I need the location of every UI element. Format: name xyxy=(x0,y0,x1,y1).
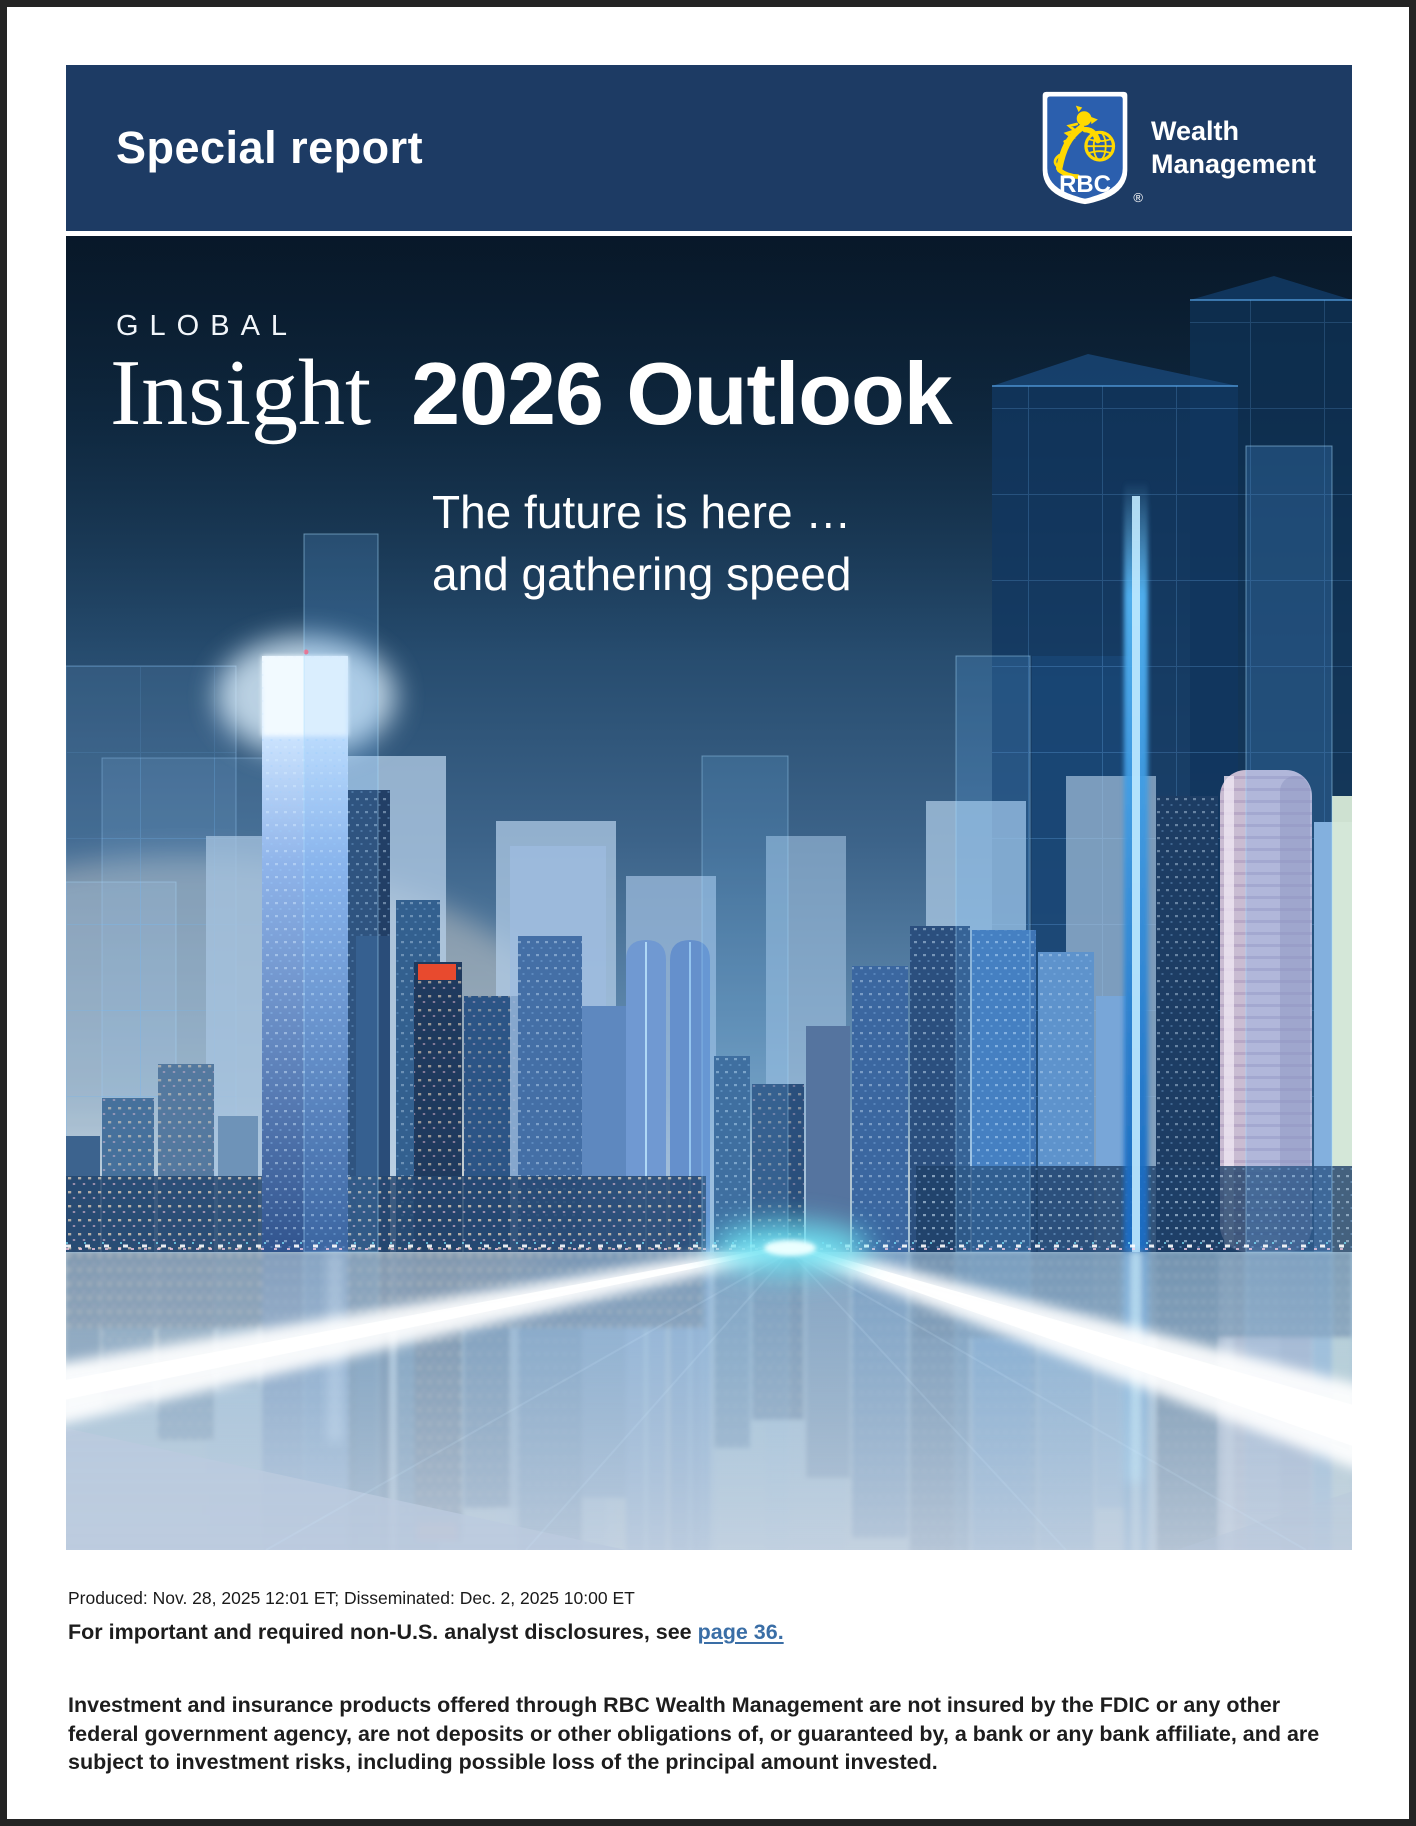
brand-unit-name: Wealth Management xyxy=(1150,116,1316,179)
disclosure-note xyxy=(68,1620,784,1645)
header-bar xyxy=(66,65,1352,231)
registered-mark: ® xyxy=(1133,190,1143,205)
report-title: 2026 Outlook xyxy=(411,344,952,443)
global-insight-brand-main: Insight xyxy=(110,341,372,445)
rbc-brand-block xyxy=(1039,89,1316,207)
cover-hero xyxy=(66,236,1352,1550)
rbc-lion-globe-icon xyxy=(1039,89,1131,207)
rbc-shield-icon xyxy=(1039,89,1143,207)
disclosure-text: For important and required non-U.S. analyst disclosures, see xyxy=(68,1620,698,1644)
title-row xyxy=(110,341,952,445)
investment-disclaimer: Investment and insurance products offered through RBC Wealth Management are not insured by the FDIC or any other federal government agency, are not deposits or other obligations of, or guaranteed by, a bank or any bank affiliate, and are subject to investment risks, including possible loss of the principal amount invested. xyxy=(68,1693,1320,1775)
page-36-link[interactable]: page 36. xyxy=(697,1620,784,1644)
page-title: Special report xyxy=(116,122,424,173)
rbc-wordmark: RBC xyxy=(1059,171,1111,199)
global-insight-brand-top: GLOBAL xyxy=(116,310,299,342)
report-subtitle: The future is here … and gathering speed xyxy=(432,486,852,600)
hero-text-overlay xyxy=(66,236,1352,1550)
production-timestamp: Produced: Nov. 28, 2025 12:01 ET; Disseminated: Dec. 2, 2025 10:00 ET xyxy=(68,1588,635,1608)
